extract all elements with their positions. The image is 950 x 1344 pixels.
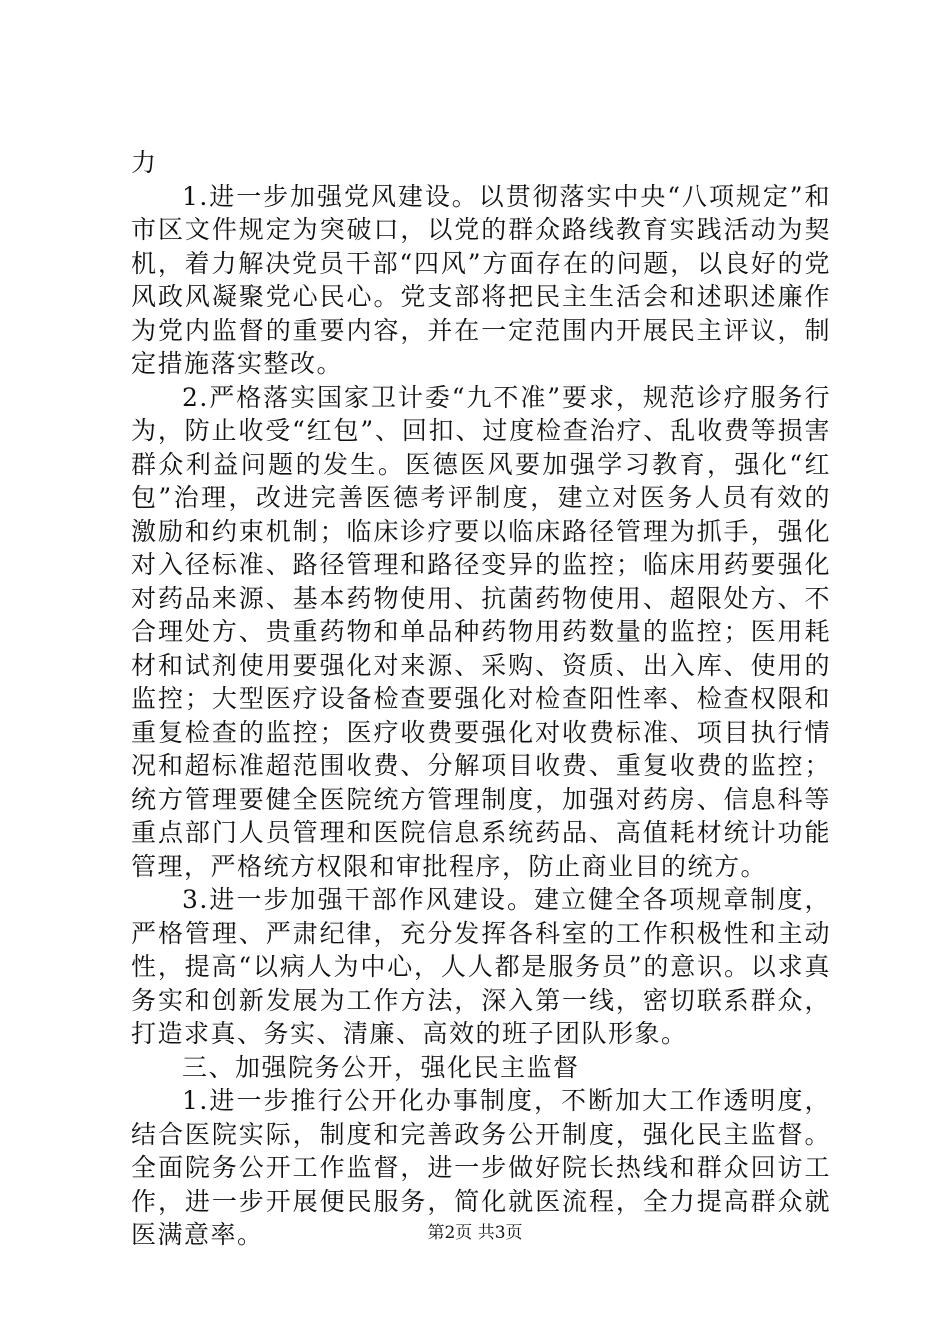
paragraph-cadre-style: 3.进一步加强干部作风建设。建立健全各项规章制度，严格管理、严肃纪律，充分发挥各科室的工作积极性和主动性，提高“以病人为中心，人人都是服务员”的意识。以求真务实和创新发展为工作方法，深入第一线，密切联系群众，打造求真、务实、清廉、高效的班子团队形象。 <box>131 885 831 1048</box>
section-heading: 三、加强院务公开，强化民主监督 <box>182 1052 580 1082</box>
paragraph-continuation: 力 <box>131 148 158 177</box>
document-body <box>131 146 831 1252</box>
paragraph-nine-prohibitions: 2.严格落实国家卫计委“九不准”要求，规范诊疗服务行为，防止收受“红包”、回扣、过度检查治疗、乱收费等损害群众利益问题的发生。医德医风要加强学习教育，强化“红包”治理，改进完善医德考评制度，建立对医务人员有效的激励和约束机制；临床诊疗要以临床路径管理为抓手，强化对入径标准、路径管理和路径变异的监控；临床用药要强化对药品来源、基本药物使用、抗菌药物使用、超限处方、不合理处方、贵重药物和单品种药物用药数量的监控；医用耗材和试剂使用要强化对来源、采购、资质、出入库、使用的监控；大型医疗设备检查要强化对检查阳性率、检查权限和重复检查的监控；医疗收费要强化对收费标准、项目执行情况和超标准超范围收费、分解项目收费、重复收费的监控；统方管理要健全医院统方管理制度，加强对药房、信息科等重点部门人员管理和医院信息系统药品、高值耗材统计功能管理，严格统方权限和审批程序，防止商业目的统方。 <box>131 382 831 881</box>
paragraph-party-style: 1.进一步加强党风建设。以贯彻落实中央“八项规定”和市区文件规定为突破口，以党的群众路线教育实践活动为契机，着力解决党员干部“四风”方面存在的问题，以良好的党风政风凝聚党心民心。党支部将把民主生活会和述职述廉作为党内监督的重要内容，并在一定范围内开展民主评议，制定措施落实整改。 <box>131 181 831 378</box>
paragraph-open-affairs: 1.进一步推行公开化办事制度，不断加大工作透明度，结合医院实际，制度和完善政务公开制度，强化民主监督。全面院务公开工作监督，进一步做好院长热线和群众回访工作，进一步开展便民服务，简化就医流程，全力提高群众就医满意率。 <box>131 1086 831 1249</box>
page-footer: 第2页 共3页 <box>427 1223 523 1243</box>
